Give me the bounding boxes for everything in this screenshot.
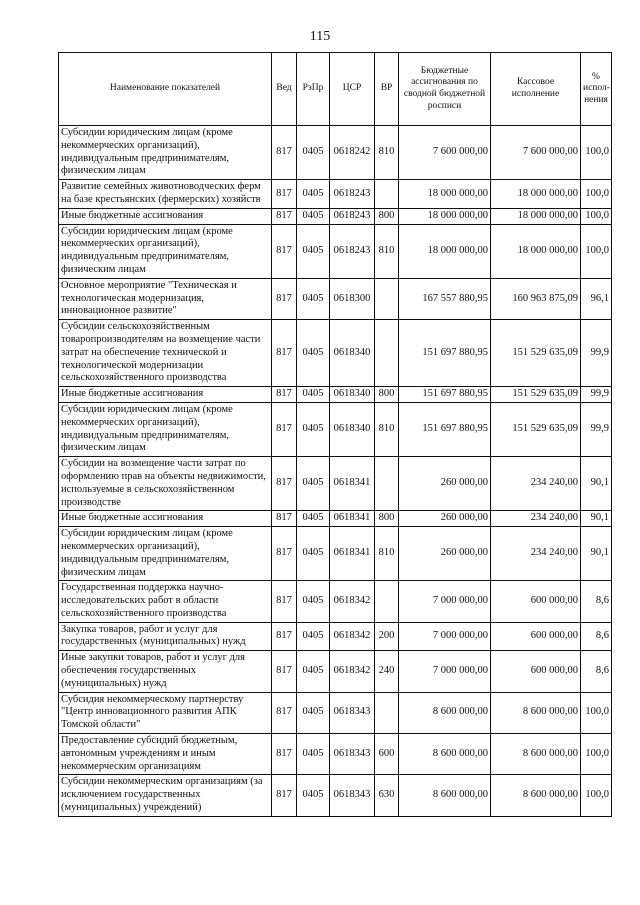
table-cell-rzpr: 0405 xyxy=(297,651,330,692)
table-row xyxy=(59,224,612,278)
table-cell-percent: 90,1 xyxy=(581,511,612,527)
table-cell-budget: 167 557 880,95 xyxy=(399,278,491,319)
table-cell-ved: 817 xyxy=(272,224,297,278)
table-cell-percent: 100,0 xyxy=(581,208,612,224)
table-cell-name: Государственная поддержка научно-исследовательских работ в области сельскохозяйственного производства xyxy=(59,581,272,622)
table-cell-vr: 800 xyxy=(375,511,399,527)
table-cell-cash: 7 600 000,00 xyxy=(491,126,581,180)
table-cell-cash: 18 000 000,00 xyxy=(491,180,581,209)
table-cell-name: Субсидии юридическим лицам (кроме некоммерческих организаций), индивидуальным предпринимателям, физическим лицам xyxy=(59,402,272,456)
table-cell-csr: 0618343 xyxy=(330,775,375,816)
table-cell-name: Субсидии юридическим лицам (кроме некоммерческих организаций), индивидуальным предпринимателям, физическим лицам xyxy=(59,126,272,180)
table-cell-ved: 817 xyxy=(272,402,297,456)
table-cell-budget: 7 000 000,00 xyxy=(399,651,491,692)
table-row xyxy=(59,651,612,692)
table-cell-percent: 100,0 xyxy=(581,180,612,209)
table-cell-name: Субсидии некоммерческим организациям (за исключением государственных (муниципальных) учреждений) xyxy=(59,775,272,816)
table-cell-csr: 0618340 xyxy=(330,320,375,387)
table-cell-name: Иные бюджетные ассигнования xyxy=(59,387,272,403)
table-cell-name: Основное мероприятие "Техническая и технологическая модернизация, инновационное развитие" xyxy=(59,278,272,319)
table-cell-ved: 817 xyxy=(272,126,297,180)
table-cell-vr: 810 xyxy=(375,126,399,180)
table-cell-vr: 630 xyxy=(375,775,399,816)
table-cell-rzpr: 0405 xyxy=(297,692,330,733)
table-cell-budget: 7 600 000,00 xyxy=(399,126,491,180)
table-cell-rzpr: 0405 xyxy=(297,224,330,278)
header-ved: Вед xyxy=(272,53,297,126)
table-row xyxy=(59,511,612,527)
table-cell-name: Иные бюджетные ассигнования xyxy=(59,511,272,527)
table-cell-cash: 18 000 000,00 xyxy=(491,208,581,224)
table-row xyxy=(59,692,612,733)
table-cell-rzpr: 0405 xyxy=(297,527,330,581)
table-cell-vr xyxy=(375,581,399,622)
table-cell-percent: 8,6 xyxy=(581,581,612,622)
table-cell-ved: 817 xyxy=(272,457,297,511)
table-cell-vr xyxy=(375,692,399,733)
table-cell-name: Иные бюджетные ассигнования xyxy=(59,208,272,224)
table-cell-cash: 234 240,00 xyxy=(491,527,581,581)
table-cell-vr: 810 xyxy=(375,527,399,581)
table-cell-budget: 8 600 000,00 xyxy=(399,775,491,816)
table-cell-ved: 817 xyxy=(272,511,297,527)
table-cell-vr: 800 xyxy=(375,208,399,224)
table-cell-csr: 0618342 xyxy=(330,581,375,622)
table-cell-percent: 99,9 xyxy=(581,320,612,387)
table-cell-budget: 18 000 000,00 xyxy=(399,208,491,224)
table-row xyxy=(59,402,612,456)
table-cell-rzpr: 0405 xyxy=(297,402,330,456)
header-budget: Бюджетные ассигнования по сводной бюджетной росписи xyxy=(399,53,491,126)
table-cell-percent: 99,9 xyxy=(581,387,612,403)
table-cell-vr: 600 xyxy=(375,734,399,775)
table-cell-percent: 100,0 xyxy=(581,126,612,180)
table-row xyxy=(59,320,612,387)
table-cell-rzpr: 0405 xyxy=(297,278,330,319)
table-cell-csr: 0618342 xyxy=(330,622,375,651)
table-cell-cash: 8 600 000,00 xyxy=(491,734,581,775)
table-cell-csr: 0618243 xyxy=(330,208,375,224)
table-cell-vr xyxy=(375,320,399,387)
table-cell-cash: 8 600 000,00 xyxy=(491,775,581,816)
table-cell-percent: 8,6 xyxy=(581,622,612,651)
header-name: Наименование показателей xyxy=(59,53,272,126)
table-cell-ved: 817 xyxy=(272,527,297,581)
table-cell-vr: 200 xyxy=(375,622,399,651)
table-cell-vr: 810 xyxy=(375,402,399,456)
table-cell-cash: 160 963 875,09 xyxy=(491,278,581,319)
table-cell-budget: 151 697 880,95 xyxy=(399,402,491,456)
table-cell-ved: 817 xyxy=(272,734,297,775)
table-cell-rzpr: 0405 xyxy=(297,126,330,180)
table-row xyxy=(59,622,612,651)
table-cell-ved: 817 xyxy=(272,278,297,319)
table-cell-rzpr: 0405 xyxy=(297,622,330,651)
table-cell-budget: 260 000,00 xyxy=(399,457,491,511)
table-cell-percent: 8,6 xyxy=(581,651,612,692)
table-cell-budget: 18 000 000,00 xyxy=(399,180,491,209)
table-cell-rzpr: 0405 xyxy=(297,734,330,775)
table-cell-cash: 151 529 635,09 xyxy=(491,402,581,456)
header-csr: ЦСР xyxy=(330,53,375,126)
table-cell-csr: 0618243 xyxy=(330,224,375,278)
table-cell-name: Субсидия некоммерческому партнерству "Центр инновационного развития АПК Томской области" xyxy=(59,692,272,733)
table-cell-name: Субсидии юридическим лицам (кроме некоммерческих организаций), индивидуальным предпринимателям, физическим лицам xyxy=(59,527,272,581)
table-cell-cash: 600 000,00 xyxy=(491,622,581,651)
table-row xyxy=(59,387,612,403)
table-cell-ved: 817 xyxy=(272,320,297,387)
table-row xyxy=(59,126,612,180)
table-cell-budget: 7 000 000,00 xyxy=(399,581,491,622)
table-cell-rzpr: 0405 xyxy=(297,387,330,403)
table-cell-percent: 99,9 xyxy=(581,402,612,456)
table-cell-ved: 817 xyxy=(272,180,297,209)
table-cell-rzpr: 0405 xyxy=(297,208,330,224)
table-cell-csr: 0618243 xyxy=(330,180,375,209)
table-cell-budget: 260 000,00 xyxy=(399,511,491,527)
table-cell-budget: 151 697 880,95 xyxy=(399,387,491,403)
table-cell-budget: 18 000 000,00 xyxy=(399,224,491,278)
table-cell-name: Субсидии юридическим лицам (кроме некоммерческих организаций), индивидуальным предпринимателям, физическим лицам xyxy=(59,224,272,278)
table-cell-name: Субсидии на возмещение части затрат по оформлению прав на объекты недвижимости, используемые в сельскохозяйственном производстве xyxy=(59,457,272,511)
table-cell-cash: 234 240,00 xyxy=(491,511,581,527)
table-cell-name: Предоставление субсидий бюджетным, автономным учреждениям и иным некоммерческим организациям xyxy=(59,734,272,775)
table-row xyxy=(59,457,612,511)
table-cell-csr: 0618340 xyxy=(330,387,375,403)
table-header-row xyxy=(59,53,612,126)
table-cell-csr: 0618340 xyxy=(330,402,375,456)
table-cell-percent: 100,0 xyxy=(581,224,612,278)
table-row xyxy=(59,527,612,581)
table-cell-cash: 234 240,00 xyxy=(491,457,581,511)
table-cell-cash: 18 000 000,00 xyxy=(491,224,581,278)
table-cell-budget: 8 600 000,00 xyxy=(399,734,491,775)
header-rzpr: РзПр xyxy=(297,53,330,126)
table-row xyxy=(59,208,612,224)
table-cell-csr: 0618341 xyxy=(330,511,375,527)
table-cell-vr: 800 xyxy=(375,387,399,403)
header-cash: Кассовое исполнение xyxy=(491,53,581,126)
table-cell-name: Иные закупки товаров, работ и услуг для обеспечения государственных (муниципальных) нужд xyxy=(59,651,272,692)
table-cell-cash: 600 000,00 xyxy=(491,581,581,622)
table-cell-vr: 810 xyxy=(375,224,399,278)
table-cell-vr xyxy=(375,457,399,511)
table-cell-vr xyxy=(375,278,399,319)
table-cell-csr: 0618300 xyxy=(330,278,375,319)
page-number: 115 xyxy=(309,29,331,44)
table-cell-rzpr: 0405 xyxy=(297,511,330,527)
table-cell-csr: 0618343 xyxy=(330,734,375,775)
table-cell-cash: 151 529 635,09 xyxy=(491,320,581,387)
table-cell-csr: 0618343 xyxy=(330,692,375,733)
table-cell-ved: 817 xyxy=(272,208,297,224)
table-cell-vr xyxy=(375,180,399,209)
table-row xyxy=(59,180,612,209)
table-cell-cash: 600 000,00 xyxy=(491,651,581,692)
table-cell-name: Развитие семейных животноводческих ферм на базе крестьянских (фермерских) хозяйств xyxy=(59,180,272,209)
table-cell-csr: 0618341 xyxy=(330,457,375,511)
table-cell-rzpr: 0405 xyxy=(297,775,330,816)
table-cell-percent: 96,1 xyxy=(581,278,612,319)
table-row xyxy=(59,775,612,816)
budget-execution-table xyxy=(58,52,612,817)
header-vr: ВР xyxy=(375,53,399,126)
table-cell-percent: 90,1 xyxy=(581,457,612,511)
table-cell-csr: 0618341 xyxy=(330,527,375,581)
table-row xyxy=(59,581,612,622)
table-cell-name: Субсидии сельскохозяйственным товаропроизводителям на возмещение части затрат на обеспечение технической и технологической модернизации сельскохозяйственного производства xyxy=(59,320,272,387)
table-cell-budget: 8 600 000,00 xyxy=(399,692,491,733)
table-cell-csr: 0618242 xyxy=(330,126,375,180)
table-cell-percent: 100,0 xyxy=(581,734,612,775)
table-row xyxy=(59,734,612,775)
table-cell-cash: 151 529 635,09 xyxy=(491,387,581,403)
table-cell-ved: 817 xyxy=(272,692,297,733)
table-cell-csr: 0618342 xyxy=(330,651,375,692)
table-row xyxy=(59,278,612,319)
table-cell-ved: 817 xyxy=(272,581,297,622)
table-cell-budget: 151 697 880,95 xyxy=(399,320,491,387)
table-cell-vr: 240 xyxy=(375,651,399,692)
table-cell-rzpr: 0405 xyxy=(297,320,330,387)
table-cell-percent: 100,0 xyxy=(581,692,612,733)
table-cell-ved: 817 xyxy=(272,622,297,651)
table-cell-ved: 817 xyxy=(272,775,297,816)
table-cell-budget: 260 000,00 xyxy=(399,527,491,581)
table-cell-percent: 100,0 xyxy=(581,775,612,816)
table-cell-percent: 90,1 xyxy=(581,527,612,581)
table-cell-rzpr: 0405 xyxy=(297,180,330,209)
table-cell-rzpr: 0405 xyxy=(297,581,330,622)
header-percent: % испол-нения xyxy=(581,53,612,126)
table-cell-budget: 7 000 000,00 xyxy=(399,622,491,651)
table-cell-ved: 817 xyxy=(272,387,297,403)
table-cell-cash: 8 600 000,00 xyxy=(491,692,581,733)
table-cell-name: Закупка товаров, работ и услуг для государственных (муниципальных) нужд xyxy=(59,622,272,651)
table-cell-rzpr: 0405 xyxy=(297,457,330,511)
table-cell-ved: 817 xyxy=(272,651,297,692)
